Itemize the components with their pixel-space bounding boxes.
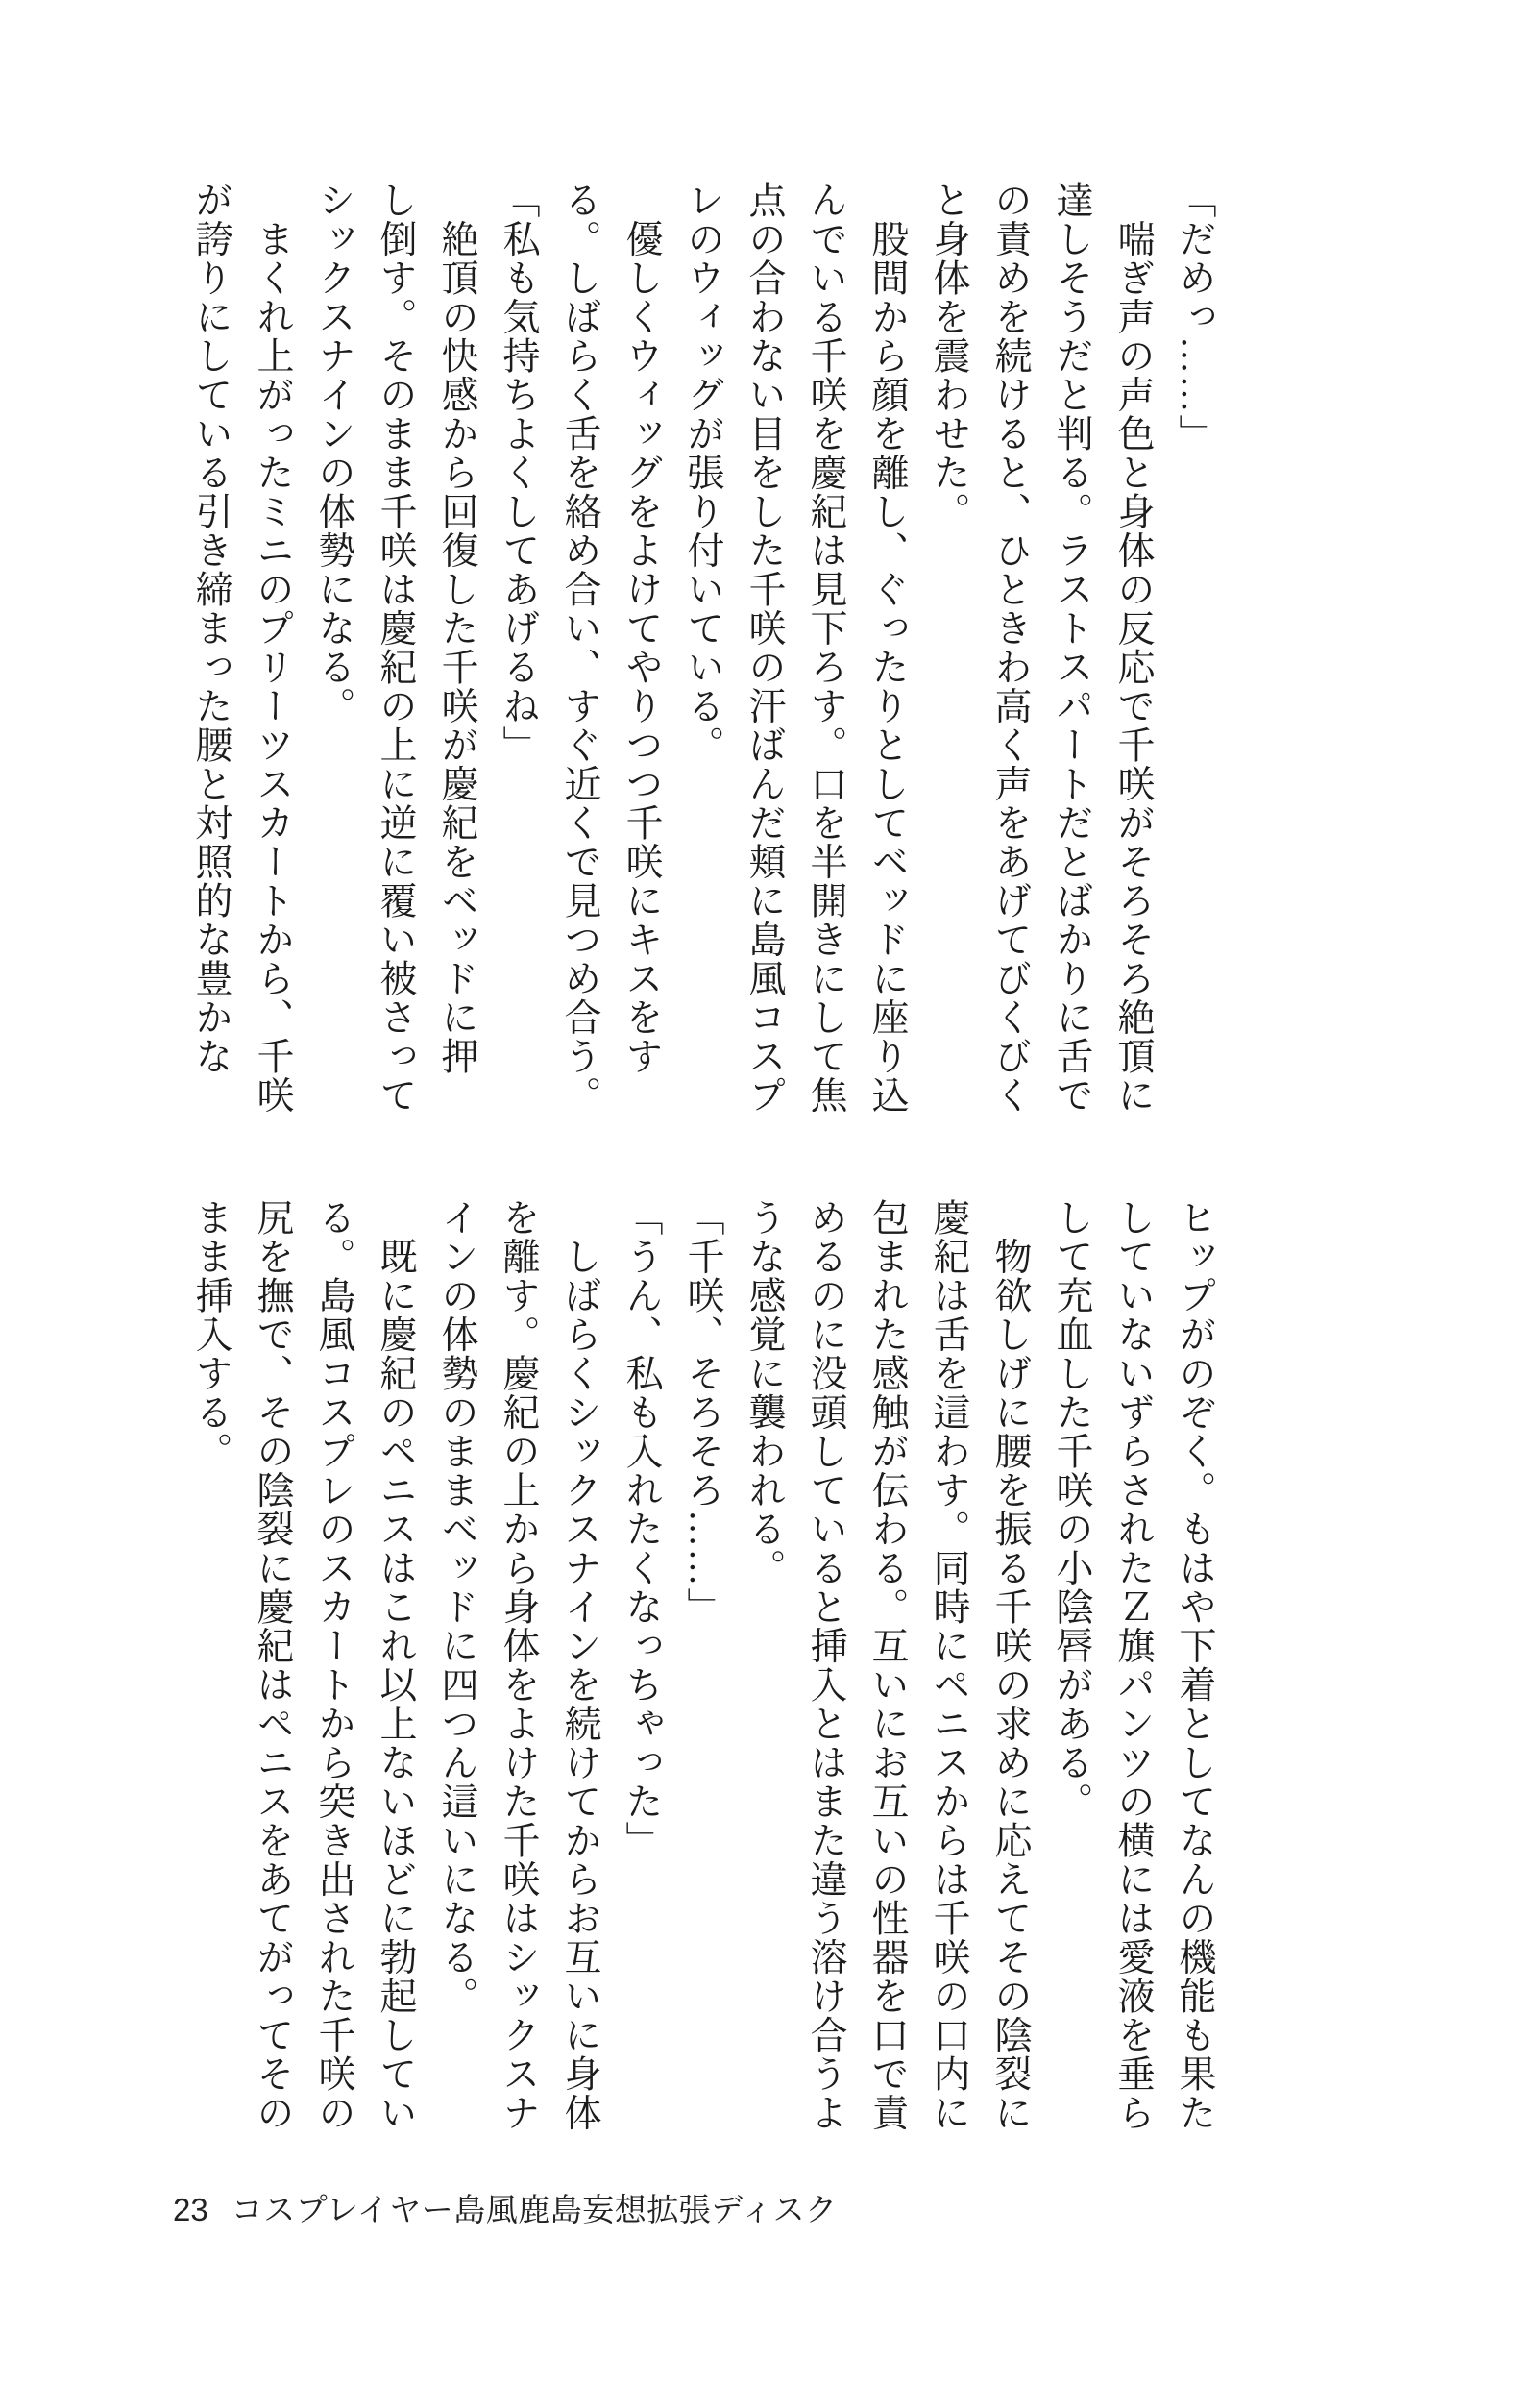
text-line: 「千咲、そろそろ……」: [682, 1198, 723, 1627]
text-line: んでいる千咲を慶紀は見下ろす。口を半開きにして焦: [805, 181, 846, 1115]
page-number: 23: [173, 2192, 208, 2227]
text-block-lower: [180, 1198, 1225, 2137]
text-block-upper: [180, 181, 1225, 1119]
text-line: と身体を震わせた。: [928, 181, 969, 531]
text-line: うな感覚に襲われる。: [744, 1198, 785, 1587]
text-line: まくれ上がったミニのプリーツスカートから、千咲: [252, 181, 293, 1115]
text-line: 絶頂の快感から回復した千咲が慶紀をベッドに押: [436, 181, 477, 1076]
text-line: 物欲しげに腰を振る千咲の求めに応えてその陰裂に: [989, 1198, 1031, 2132]
text-line: ヒップがのぞく。もはや下着としてなんの機能も果た: [1174, 1198, 1215, 2132]
text-line: まま挿入する。: [190, 1198, 232, 1471]
text-line: していないずらされたＺ旗パンツの横には愛液を垂ら: [1112, 1198, 1154, 2132]
text-line: めるのに没頭していると挿入とはまた違う溶け合うよ: [805, 1198, 846, 2132]
text-line: 「うん、私も入れたくなっちゃった」: [621, 1198, 662, 1860]
text-line: し倒す。そのまま千咲は慶紀の上に逆に覆い被さって: [375, 181, 416, 1115]
text-line: 「私も気持ちよくしてあげるね」: [498, 181, 539, 765]
text-line: る。島風コスプレのスカートから突き出された千咲の: [313, 1198, 354, 2132]
text-line: 慶紀は舌を這わす。同時にペニスからは千咲の口内に: [928, 1198, 969, 2132]
text-line: を離す。慶紀の上から身体をよけた千咲はシックスナ: [498, 1198, 539, 2132]
text-line: 股間から顔を離し、ぐったりとしてベッドに座り込: [866, 181, 908, 1115]
text-line: 尻を撫で、その陰裂に慶紀はペニスをあてがってその: [252, 1198, 293, 2132]
text-line: しばらくシックスナインを続けてからお互いに身体: [559, 1198, 600, 2132]
text-line: シックスナインの体勢になる。: [313, 181, 354, 725]
text-line: る。しばらく舌を絡め合い、すぐ近くで見つめ合う。: [559, 181, 600, 1115]
text-line: レのウィッグが張り付いている。: [682, 181, 723, 765]
text-line: 達しそうだと判る。ラストスパートだとばかりに舌で: [1051, 181, 1092, 1115]
page-footer: [173, 2191, 838, 2229]
text-line: インの体勢のままベッドに四つん這いになる。: [436, 1198, 477, 2016]
text-line: 点の合わない目をした千咲の汗ばんだ頬に島風コスプ: [744, 181, 785, 1115]
text-line: の責めを続けると、ひときわ高く声をあげてびくびく: [989, 181, 1031, 1115]
running-title: コスプレイヤー島風鹿島妄想拡張ディスク: [231, 2192, 838, 2227]
text-line: して充血した千咲の小陰唇がある。: [1051, 1198, 1092, 1821]
text-line: 既に慶紀のペニスはこれ以上ないほどに勃起してい: [375, 1198, 416, 2132]
text-line: 包まれた感触が伝わる。互いにお互いの性器を口で責: [866, 1198, 908, 2132]
text-line: 優しくウィッグをよけてやりつつ千咲にキスをす: [621, 181, 662, 1076]
text-line: 喘ぎ声の声色と身体の反応で千咲がそろそろ絶頂に: [1112, 181, 1154, 1115]
text-line: が誇りにしている引き締まった腰と対照的な豊かな: [190, 181, 232, 1076]
text-line: 「だめっ……」: [1174, 181, 1215, 454]
